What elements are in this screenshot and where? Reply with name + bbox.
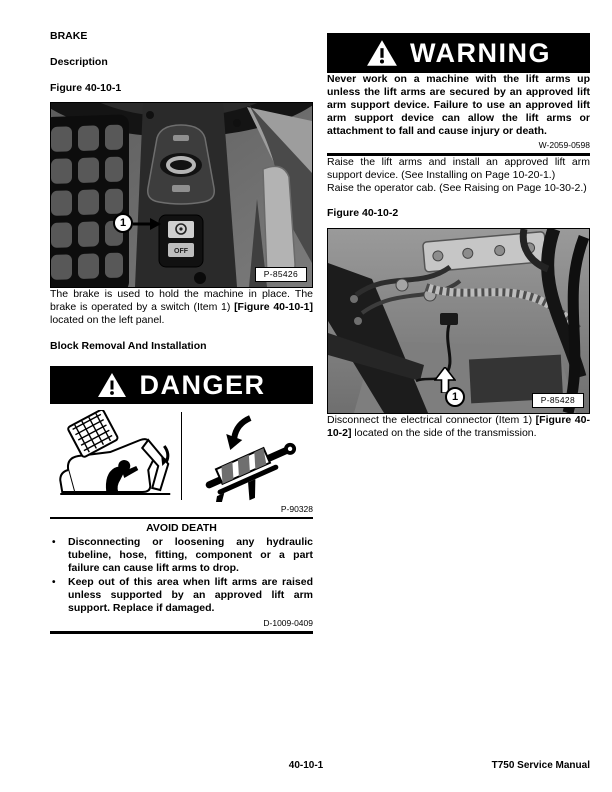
brake-paragraph-after: located on the left panel. [50,314,165,326]
disconnect-paragraph [327,414,590,440]
warning-body: Never work on a machine with the lift arms up unless the lift arms are secured by an approved lift arm support device. Failure to use an approved lift arm support device can allow the lift arms or attachment to fall and cause injury or death. [327,73,590,137]
figure1-photo [50,102,313,288]
danger-code: D-1009-0409 [263,618,313,628]
danger-illustrations [50,410,313,502]
disconnect-paragraph-figref: [Figure 40-10-2] [327,414,590,439]
warning-code: W-2059-0598 [538,140,590,150]
warning-triangle-icon [97,372,127,398]
avoid-death-bullet-2 [50,576,313,615]
figure2-callout-1: 1 [445,387,465,407]
footer-page-number: 40-10-1 [288,760,324,771]
lift-arm-support-art [182,410,313,502]
raise-lift-arms-paragraph: Raise the lift arms and install an approved lift arm support device. (See Installing on Page 10-20-1.) [327,156,590,181]
disconnect-paragraph-after: located on the side of the transmission. [351,427,537,439]
footer-manual-title: T750 Service Manual [491,760,590,771]
figure2-photo [327,228,590,414]
raise-cab-paragraph: Raise the operator cab. (See Raising on Page 10-30-2.) [327,182,587,194]
right-column [327,33,590,440]
figure1-caption: Figure 40-10-1 [50,82,122,94]
danger-banner-text: DANGER [139,369,266,400]
disconnect-paragraph-before: Disconnect the electrical connector (Item 1) [327,414,536,426]
crush-hazard-pictogram [50,410,181,502]
figure1-callout-1: 1 [113,213,133,233]
danger-bottom-rule [50,631,313,634]
bullet-dot: • [52,577,56,588]
warning-banner [327,33,590,73]
brake-paragraph [50,288,313,327]
figure1-callout-arrow-icon [133,218,161,230]
danger-illustration-code: P-90328 [280,504,313,514]
switch-off-label: OFF [174,248,188,255]
brake-paragraph-figref: [Figure 40-10-1] [234,301,314,313]
bullet-dot: • [52,537,56,548]
figure2-photo-code: P-85428 [532,393,584,408]
figure2-scene-art [328,229,589,413]
lift-arm-support-pictogram [182,410,313,502]
figure1-scene-art [51,103,312,287]
bullet-text: Keep out of this area when lift arms are raised unless supported by an approved lift arm support. Replace if damaged. [68,576,313,614]
danger-box [50,366,313,634]
crush-hazard-art [50,410,181,502]
figure1-photo-code: P-85426 [255,267,307,282]
warning-banner-text: WARNING [410,37,551,68]
avoid-death-bullet-1 [50,536,313,575]
avoid-death-top-rule [50,517,313,519]
warning-triangle-icon [366,39,398,67]
avoid-death-title: AVOID DEATH [146,522,217,534]
subsection-description: Description [50,56,108,68]
figure2-caption: Figure 40-10-2 [327,207,399,219]
brake-paragraph-before: The brake is used to hold the machine in place. The brake is operated by a switch (Item 1) [50,288,313,313]
danger-banner [50,366,313,404]
warning-box [327,33,590,156]
subsection-block-removal: Block Removal And Installation [50,340,207,352]
section-title: BRAKE [50,30,88,42]
page-footer [0,760,612,774]
left-column [50,30,313,634]
bullet-text: Disconnecting or loosening any hydraulic tubeline, hose, fitting, component or a part failure can cause lift arms to drop. [68,536,313,574]
